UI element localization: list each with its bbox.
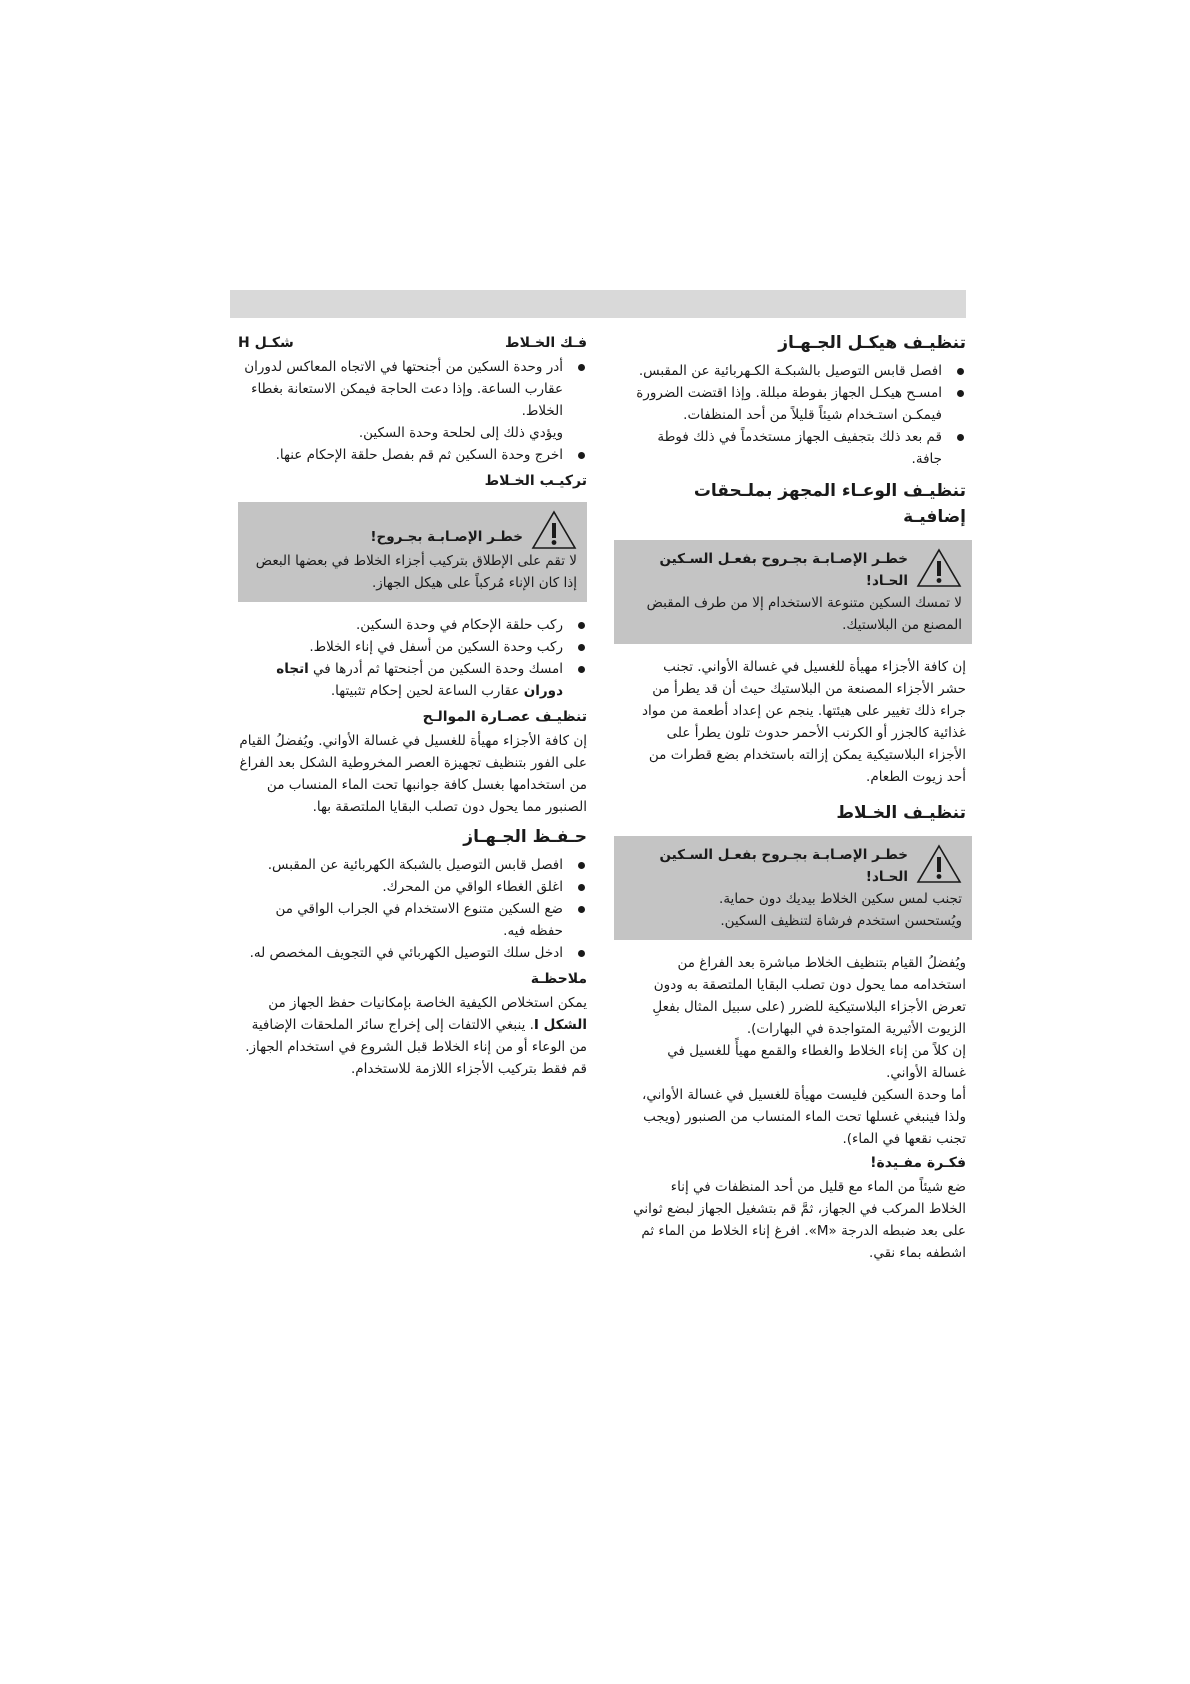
list-item: ادخل سلك التوصيل الكهربائي في التجويف المخصص له. (238, 942, 563, 964)
clean-housing-list (632, 360, 966, 470)
list-item: امسـح هيكـل الجهاز بفوطة مبللة. وإذا اقتضت الضرورة فيمكـن استـخدام شيئاً قليلاً من أحد المنظفات. (632, 382, 942, 426)
list-item: افصل قابس التوصيل بالشبكـة الكـهربائية عن المقبس. (632, 360, 942, 382)
warning-triangle-icon (916, 548, 962, 588)
heading-clean-bowl: تنظيـف الوعـاء المجهز بملـحقات إضافيـة (693, 481, 966, 527)
heading-assemble-blender: تركيـب الخـلاط (484, 473, 587, 489)
disassemble-list (238, 356, 587, 466)
warning-box (238, 502, 587, 602)
warning-triangle-icon (531, 510, 577, 550)
juicer-body: إن كافة الأجزاء مهيأة للغسيل في غسالة الأواني. ويُفضلُ القيام على الفور بتنظيف تجهيزة العصر المخروطية الشكل بعد الفراغ من استخدامها بغسل كافة جوانبها تحت الماء المنساب من الصنبور مما يحول دون تصلب البقايا الملتصقة بها. (239, 733, 587, 815)
list-item: أدر وحدة السكين من أجنحتها في الاتجاه المعاكس لدوران عقارب الساعة. وإذا دعت الحاجة فيمكن الاستعانة بغطاء الخلاط. ويؤدي ذلك إلى لحلحة وحدة السكين. (238, 356, 563, 444)
note-body: يمكن استخلاص الكيفية الخاصة بإمكانيات حفظ الجهاز من الشكل I. ينبغي الالتفات إلى إخراج سائر الملحقات الإضافية من الوعاء أو من إناء الخلاط قبل الشروع في استخدام الجهاز. قم فقط بتركيب الأجزاء اللازمة للاستخدام. (245, 995, 587, 1077)
warning-box (614, 540, 972, 644)
heading-clean-juicer: تنظيـف عصـارة الموالـح (422, 709, 587, 725)
figure-label: شكـل H (238, 335, 294, 351)
heading-storage: حـفـظ الجـهـاز (463, 827, 587, 847)
warning-title: خطـر الإصـابـة بجـروح! (370, 529, 523, 545)
tip-text: ضع شيئاً من الماء مع قليل من أحد المنظفات في إناء الخلاط المركب في الجهاز، ثمَّ قم بتشغيل الجهاز لبضع ثواني على بعد ضبطه الدرجة «M». افرغ إناء الخلاط من الماء ثم اشطفه بماء نقي. (633, 1179, 966, 1261)
list-item: افصل قابس التوصيل بالشبكة الكهربائية عن المقبس. (238, 854, 563, 876)
warning-title: خطـر الإصـابـة بجـروح بفعـل السـكين الحـاد! (659, 551, 908, 589)
list-item: ضع السكين متنوع الاستخدام في الجراب الواقي من حفظه فيه. (238, 898, 563, 942)
bowl-body: إن كافة الأجزاء مهيأة للغسيل في غسالة الأواني. تجنب حشر الأجزاء المصنعة من البلاستيك حيث أن قد يطرأ من جراء ذلك تغيير على هيئتها. ينجم عن إعداد أطعمة من مواد غذائية كالجزر أو الكرنب الأحمر حدوث تلون يطرأ على الأجزاء البلاستيكية يمكن إزالته باستخدام بضع قطرات من أحد زيوت الطعام. (642, 659, 966, 785)
storage-list (238, 854, 587, 964)
list-item: ركب حلقة الإحكام في وحدة السكين. (238, 614, 563, 636)
list-item: امسك وحدة السكين من أجنحتها ثم أدرها في اتجاه دوران عقارب الساعة لحين إحكام تثبيتها. (238, 658, 563, 702)
blender-body: إن كلاً من إناء الخلاط والغطاء والقمع مهيأً للغسيل في غسالة الأواني. (667, 1043, 966, 1081)
warning-box (614, 836, 972, 940)
list-item: اخرج وحدة السكين ثم قم بفصل حلقة الإحكام عنها. (238, 444, 563, 466)
warning-text: لا تقم على الإطلاق بتركيب أجزاء الخلاط في بعضها البعض إذا كان الإناء مُركباً على هيكل الجهاز. (255, 553, 577, 591)
blender-body: أما وحدة السكين فليست مهيأة للغسيل في غسالة الأواني، ولذا فينبغي غسلها تحت الماء المنساب من الصنبور (ويجب تجنب نقعها في الماء). (642, 1087, 966, 1147)
list-item: اغلق الغطاء الواقي من المحرك. (238, 876, 563, 898)
list-item: قم بعد ذلك بتجفيف الجهاز مستخدماً في ذلك فوطة جافة. (632, 426, 942, 470)
heading-clean-housing: تنظيـف هيكـل الجـهـاز (778, 333, 966, 353)
right-column (632, 330, 966, 1264)
warning-triangle-icon (916, 844, 962, 884)
warning-text: تجنب لمس سكين الخلاط بيديك دون حماية. (719, 891, 962, 907)
assemble-list (238, 614, 587, 702)
warning-text: لا تمسك السكين متنوعة الاستخدام إلا من طرف المقبض المصنع من البلاستيك. (646, 595, 962, 633)
left-column (238, 330, 587, 1080)
list-item: ركب وحدة السكين من أسفل في إناء الخلاط. (238, 636, 563, 658)
warning-text: ويُستحسن استخدم فرشاة لتنظيف السكين. (720, 913, 962, 929)
heading-disassemble-blender: فـك الخـلاط (505, 335, 587, 351)
header-bar (230, 290, 966, 318)
heading-clean-blender: تنظيـف الخـلاط (836, 803, 966, 823)
note-text: ويؤدي ذلك إلى لحلحة وحدة السكين. (358, 425, 563, 441)
tip-heading: فكـرة مفـيدة! (870, 1155, 966, 1171)
blender-body: ويُفضلُ القيام بتنظيف الخلاط مباشرة بعد الفراغ من استخدامه مما يحول دون تصلب البقايا الملتصقة به ودون تعرض الأجزاء البلاستيكية للضرر (على سبيل المثال بفعلِ الزيوت الأثيرية المتواجدة في البهارات). (652, 955, 966, 1037)
warning-title: خطـر الإصـابـة بجـروح بفعـل السـكين الحـاد! (659, 847, 908, 885)
heading-note: ملاحظـة (530, 971, 587, 987)
